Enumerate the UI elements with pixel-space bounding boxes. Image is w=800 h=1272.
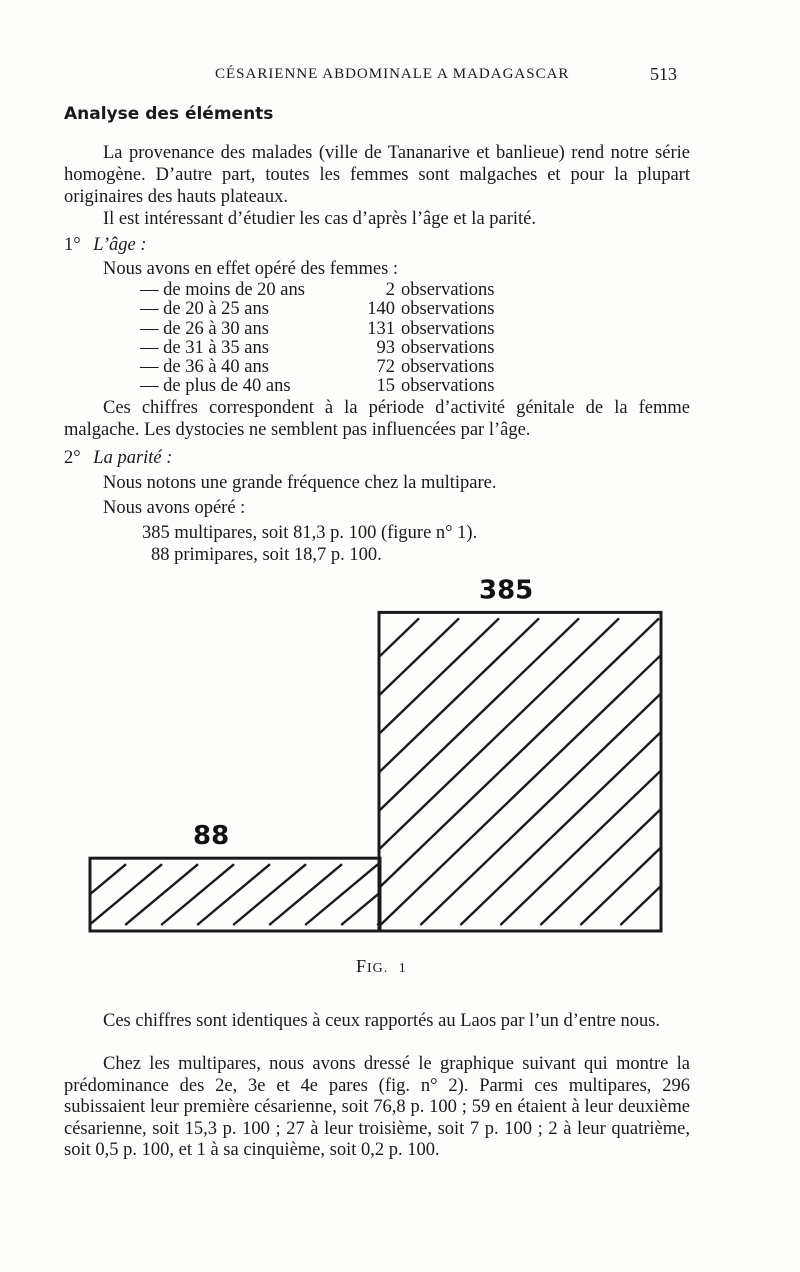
figure-caption-rest: IG. bbox=[367, 961, 389, 976]
age-intro: Nous avons en effet opéré des femmes : bbox=[103, 259, 399, 279]
bar-multipares bbox=[60, 575, 800, 931]
parity-line-1: Nous notons une grande fréquence chez la multipare. bbox=[103, 473, 497, 493]
intro-paragraph: La provenance des malades (ville de Tananarive et banlieue) rend notre série homogène. D’autre part, toutes les femmes sont malgaches et pour la plupart originaires des hauts plateaux. bbox=[64, 143, 690, 207]
bar-data-label: 88 bbox=[193, 821, 230, 852]
observation-unit: observations bbox=[401, 357, 495, 378]
observation-unit: observations bbox=[401, 376, 495, 397]
observation-unit: observations bbox=[401, 318, 495, 339]
observation-count: 15 bbox=[376, 376, 395, 397]
age-conclusion: Ces chiffres correspondent à la période d’activité génitale de la femme malgache. Les dystocies ne semblent pas influencées par l’âge. bbox=[64, 398, 690, 440]
parity-heading-number: 2° bbox=[64, 448, 81, 468]
age-row bbox=[140, 281, 495, 300]
age-heading bbox=[64, 234, 147, 256]
figure-caption bbox=[356, 956, 407, 977]
figure-caption-prefix: F bbox=[356, 956, 368, 976]
age-range-label: — de plus de 40 ans bbox=[140, 376, 291, 397]
bar-primipares bbox=[17, 821, 522, 931]
bar-hatch bbox=[60, 618, 800, 925]
running-title: CÉSARIENNE ABDOMINALE A MADAGASCAR bbox=[215, 66, 570, 82]
age-heading-number: 1° bbox=[64, 235, 81, 255]
observation-count: 93 bbox=[376, 337, 395, 358]
age-row bbox=[140, 358, 495, 377]
multipare-paragraph: Chez les multipares, nous avons dressé le graphique suivant qui montre la prédominance des 2e, 3e et 4e pares (fig. n° 2). Parmi ces multipares, 296 subissaient leur première césarienne, soit 76,8 p. 100 ; 59 en étaient à leur deuxième césarienne, soit 15,3 p. 100 ; 27 à leur troisième, soit 7 p. 100 ; 2 à leur quatrième, soit 0,5 p. 100, et 1 à sa cinquième, soit 0,2 p. 100. bbox=[64, 1054, 690, 1160]
bar-hatch bbox=[17, 864, 522, 925]
observation-count: 72 bbox=[376, 357, 395, 378]
bar-data-label: 385 bbox=[479, 575, 534, 606]
after-figure-paragraph: Ces chiffres sont identiques à ceux rapportés au Laos par l’un d’entre nous. bbox=[103, 1011, 661, 1031]
parity-heading-label: La parité : bbox=[93, 448, 173, 468]
age-range-label: — de 31 à 35 ans bbox=[140, 337, 269, 358]
age-row bbox=[140, 377, 495, 396]
observation-unit: observations bbox=[401, 299, 495, 320]
parity-bar-chart bbox=[0, 560, 800, 950]
age-row bbox=[140, 300, 495, 319]
parity-line-3: 385 multipares, soit 81,3 p. 100 (figure n° 1). bbox=[142, 523, 478, 543]
age-range-label: — de moins de 20 ans bbox=[140, 280, 305, 300]
parity-line-4: 88 primipares, soit 18,7 p. 100. bbox=[151, 545, 382, 565]
parity-heading bbox=[64, 447, 172, 469]
age-heading-label: L’âge : bbox=[93, 235, 147, 255]
observation-count: 131 bbox=[367, 318, 395, 339]
observation-unit: observations bbox=[401, 280, 495, 300]
page-number: 513 bbox=[650, 64, 677, 84]
parity-line-2: Nous avons opéré : bbox=[103, 498, 246, 518]
age-range-label: — de 36 à 40 ans bbox=[140, 357, 269, 378]
age-range-label: — de 26 à 30 ans bbox=[140, 318, 269, 339]
age-row bbox=[140, 320, 495, 339]
section-title: Analyse des éléments bbox=[64, 104, 274, 124]
age-table bbox=[140, 281, 495, 397]
observation-unit: observations bbox=[401, 337, 495, 358]
age-row bbox=[140, 339, 495, 358]
observation-count: 140 bbox=[367, 299, 395, 320]
figure-caption-number: 1 bbox=[398, 961, 407, 976]
observation-count: 2 bbox=[385, 280, 395, 300]
intro-line-2: Il est intéressant d’étudier les cas d’après l’âge et la parité. bbox=[103, 209, 537, 229]
age-range-label: — de 20 à 25 ans bbox=[140, 299, 269, 320]
